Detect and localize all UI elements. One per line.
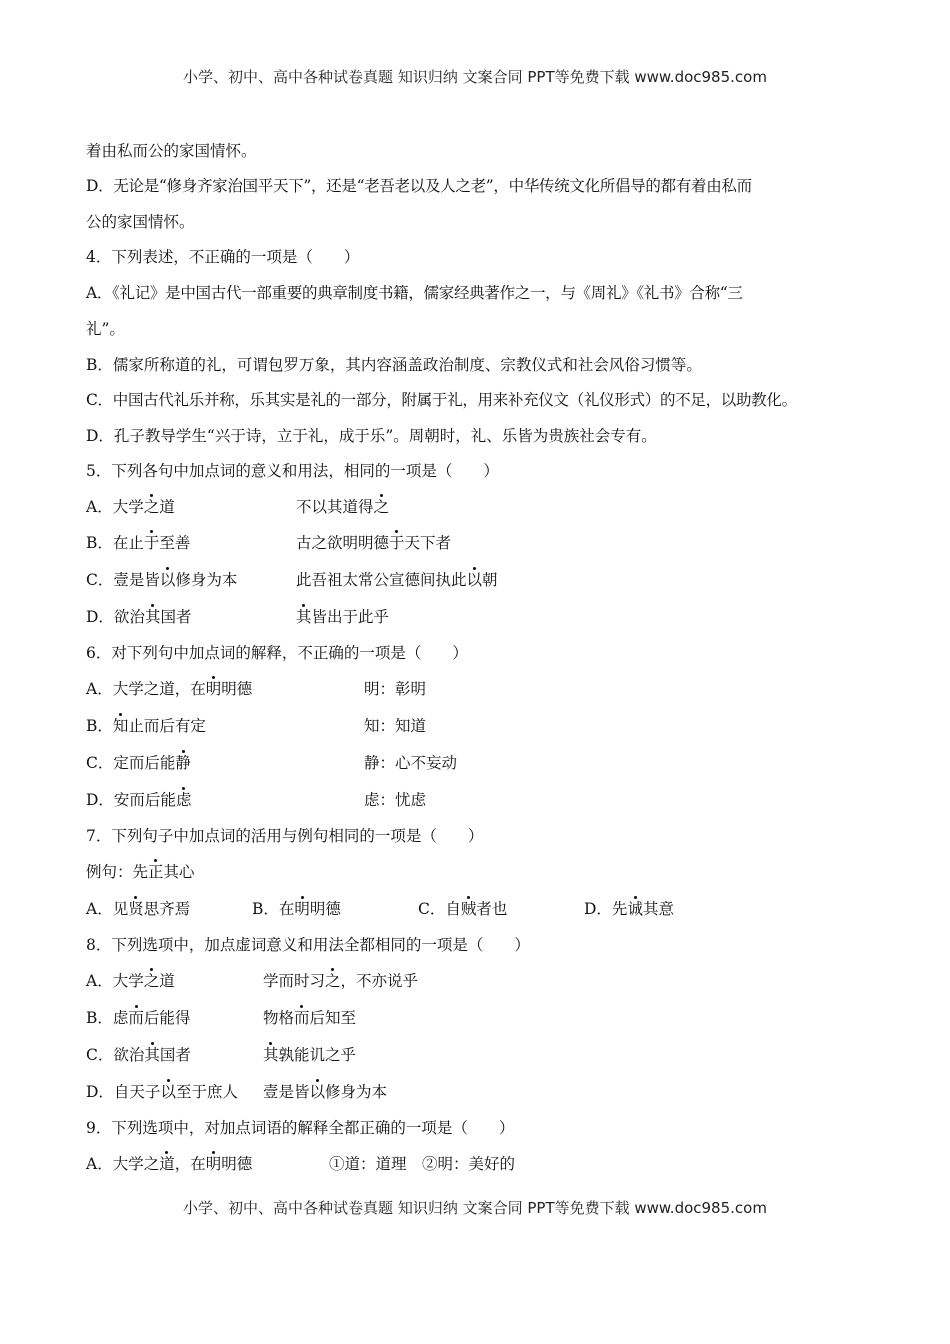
dotted-word: 诚 — [627, 900, 643, 918]
dotted-word: 以 — [466, 571, 483, 589]
dotted-word: 虑 — [175, 791, 192, 809]
question-8: 8．下列选项中，加点虚词意义和用法全都相同的一项是（ ） — [86, 936, 530, 954]
dotted-word: 之 — [325, 972, 341, 990]
text-line: 公的家国情怀。 — [86, 213, 195, 231]
dotted-word: 以 — [309, 1083, 326, 1101]
question-9: 9．下列选项中，对加点词语的解释全都正确的一项是（ ） — [86, 1119, 515, 1137]
dotted-word: 于 — [389, 534, 405, 552]
option-4d: D．孔子教导学生“兴于诗，立于礼，成于乐”。周朝时，礼、乐皆为贵族社会专有。 — [86, 427, 657, 445]
dotted-word: 明 — [205, 680, 222, 698]
dotted-word: 贤 — [128, 900, 144, 918]
question-5: 5．下列各句中加点词的意义和用法，相同的一项是（ ） — [86, 462, 499, 480]
dotted-word: 道 — [159, 1155, 175, 1173]
dotted-word: 正 — [148, 863, 164, 881]
dotted-word: 以 — [159, 571, 176, 589]
dotted-word: 其 — [296, 608, 312, 626]
option-3d: D．无论是“修身齐家治国平天下”，还是“老吾老以及人之老”，中华传统文化所倡导的都有着由私而 — [86, 177, 752, 195]
dotted-word: 静 — [175, 754, 191, 772]
option-4a: A．《礼记》是中国古代一部重要的典章制度书籍，儒家经典著作之一，与《周礼》《礼书》合称“三 — [86, 284, 743, 302]
question-7: 7．下列句子中加点词的活用与例句相同的一项是（ ） — [86, 827, 484, 845]
page-header: 小学、初中、高中各种试卷真题 知识归纳 文案合同 PPT等免费下载 www.doc985.com — [183, 68, 767, 86]
dotted-word: 之 — [373, 498, 390, 516]
dotted-word: 而 — [294, 1009, 310, 1027]
dotted-word: 之 — [143, 498, 160, 516]
dotted-word: 其 — [144, 608, 161, 626]
question-6: 6．对下列句中加点词的解释，不正确的一项是（ ） — [86, 644, 468, 662]
dotted-word: 以 — [160, 1083, 176, 1101]
example-sentence: 例句：先正其心 — [86, 863, 195, 881]
dotted-word: 其 — [263, 1046, 279, 1064]
dotted-word: 贼 — [460, 900, 477, 918]
text-line: 礼”。 — [86, 320, 125, 338]
dotted-word: 知 — [112, 717, 129, 735]
dotted-word: 之 — [143, 972, 160, 990]
page-footer: 小学、初中、高中各种试卷真题 知识归纳 文案合同 PPT等免费下载 www.doc985.com — [183, 1199, 767, 1217]
dotted-word: 明 — [294, 900, 310, 918]
dotted-word: 而 — [128, 1009, 144, 1027]
dotted-word: 其 — [144, 1046, 160, 1064]
question-4: 4．下列表述，不正确的一项是（ ） — [86, 248, 360, 266]
option-4b: B．儒家所称道的礼，可谓包罗万象，其内容涵盖政治制度、宗教仪式和社会风俗习惯等。 — [86, 356, 702, 374]
text-line: 着由私而公的家国情怀。 — [86, 142, 257, 160]
option-4c: C．中国古代礼乐并称，乐其实是礼的一部分，附属于礼，用来补充仪文（礼仪形式）的不足，以助教化。 — [86, 391, 797, 409]
dotted-word: 于 — [143, 534, 160, 552]
dotted-word: 明 — [205, 1155, 222, 1173]
